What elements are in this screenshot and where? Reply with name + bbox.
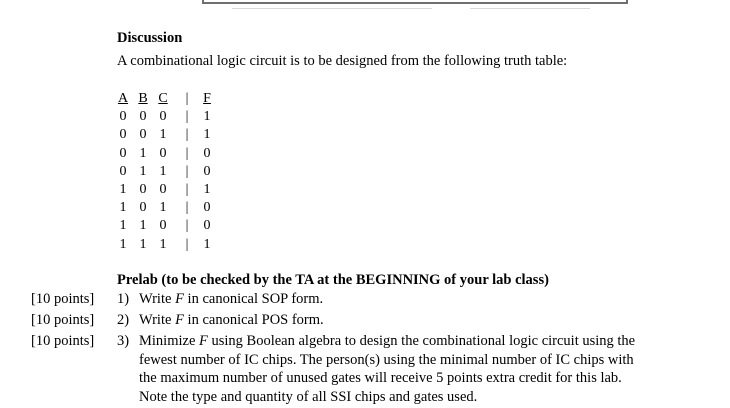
truth-table-cell: 1 [159,127,167,143]
item-number: 2) [117,312,130,328]
truth-table-cell: | [185,200,189,216]
truth-table-cell: | [185,218,189,234]
truth-table-cell: 0 [139,127,147,143]
item-text-line: fewest number of IC chips. The person(s) using the minimal number of IC chips with [139,351,634,368]
truth-table-cell: 0 [203,218,211,234]
item-text-line: the maximum number of unused gates will receive 5 points extra credit for this lab. [139,370,622,387]
truth-table-cell: 0 [119,163,127,179]
truth-table-header-cell: F [203,91,211,106]
truth-table-cell: 1 [119,218,127,234]
truth-table-cell: 1 [203,109,211,125]
truth-table-cell: | [185,163,189,179]
truth-table-header-cell: A [117,91,129,106]
truth-table-cell: 0 [203,145,211,161]
truth-table-cell: | [185,127,189,143]
truth-table-cell: 1 [139,145,147,161]
truth-table-cell: 1 [119,236,127,252]
truth-table-header-cell: | [185,91,189,106]
item-text-line: Write F in canonical SOP form. [139,291,324,307]
truth-table-cell: 0 [159,182,167,197]
truth-table-cell: 0 [203,200,211,216]
truth-table-cell: 1 [159,236,167,252]
truth-table-cell: | [185,145,189,161]
item-number: 3) [117,333,130,349]
truth-table-cell: 1 [119,182,127,197]
truth-table-cell: 0 [139,109,147,125]
truth-table-cell: 0 [139,182,147,197]
item-number: 1) [117,291,130,307]
top-divider-line [470,8,590,9]
truth-table-cell: 1 [119,200,127,216]
item-text-line: Note the type and quantity of all SSI chips and gates used. [139,389,478,406]
truth-table-cell: | [185,182,189,197]
section-heading: Discussion [117,30,183,46]
truth-table-cell: 1 [203,236,211,252]
intro-text: A combinational logic circuit is to be designed from the following truth table: [117,53,568,69]
truth-table-cell: 1 [159,163,167,179]
top-divider-line [232,8,432,9]
truth-table-cell: | [185,236,189,252]
truth-table-cell: 0 [159,145,167,161]
item-points: [10 points] [31,333,95,349]
prelab-title: Prelab (to be checked by the TA at the BEGINNING of your lab class) [117,272,549,288]
truth-table-cell: 0 [119,127,127,143]
truth-table-cell: 1 [159,200,167,216]
truth-table-cell: 0 [159,109,167,125]
item-points: [10 points] [31,291,95,307]
item-points: [10 points] [31,312,95,328]
truth-table-cell: 0 [159,218,167,234]
truth-table-header-cell: C [158,91,168,106]
item-text-line: Minimize F using Boolean algebra to design the combinational logic circuit using the [139,333,636,349]
truth-table-header-cell: B [138,91,148,106]
truth-table-cell: 1 [203,127,211,143]
truth-table-cell: 0 [139,200,147,216]
truth-table-cell: 0 [119,145,127,161]
item-text-line: Write F in canonical POS form. [139,312,324,328]
truth-table-cell: 1 [139,163,147,179]
truth-table-cell: 1 [139,236,147,252]
truth-table-cell: 0 [119,109,127,125]
truth-table-cell: 1 [203,182,211,197]
truth-table-cell: 0 [203,163,211,179]
top-frame-border [202,0,628,4]
truth-table-cell: | [185,109,189,125]
truth-table-cell: 1 [139,218,147,234]
